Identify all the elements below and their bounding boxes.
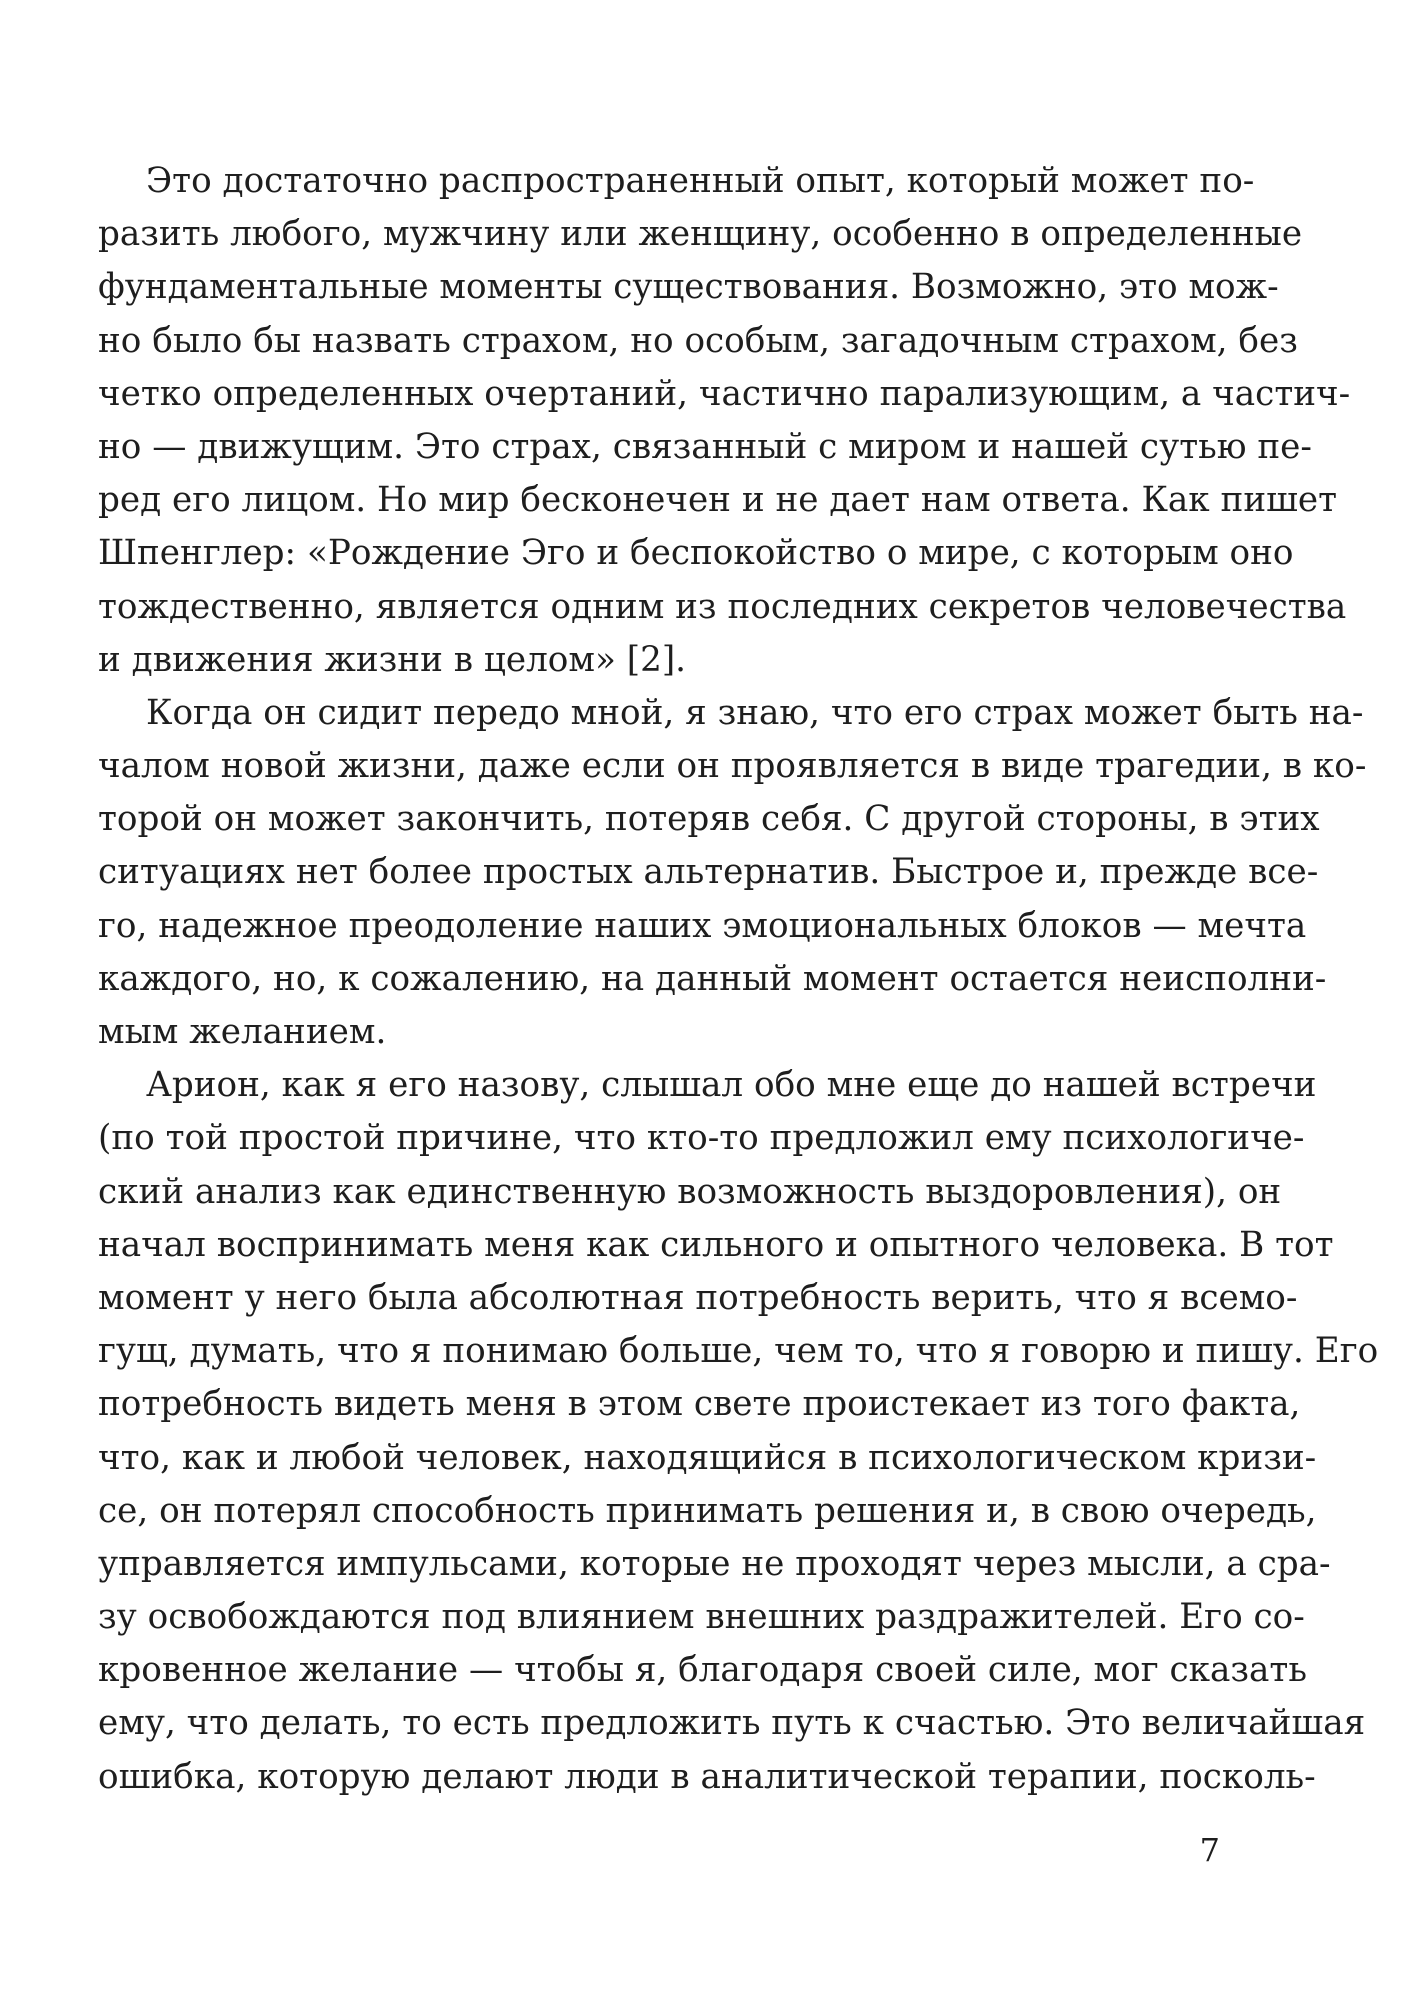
text-line-28: зу освобождаются под влиянием внешних раздражителей. Его со- bbox=[98, 1597, 1305, 1638]
text-line-31: ошибка, которую делают люди в аналитической терапии, посколь- bbox=[98, 1756, 1316, 1797]
text-line-7: ред его лицом. Но мир бесконечен и не дает нам ответа. Как пишет bbox=[98, 480, 1338, 521]
text-line-15: го, надежное преодоление наших эмоциональных блоков — мечта bbox=[98, 905, 1307, 946]
text-line-14: ситуациях нет более простых альтернатив. Быстрое и, прежде все- bbox=[98, 852, 1319, 893]
text-line-16: каждого, но, к сожалению, на данный момент остается неисполни- bbox=[98, 958, 1327, 999]
text-line-13: торой он может закончить, потеряв себя. С другой стороны, в этих bbox=[98, 799, 1320, 840]
text-line-27: управляется импульсами, которые не проходят через мысли, а сра- bbox=[98, 1543, 1331, 1584]
page-number: 7 bbox=[1199, 1831, 1220, 1869]
text-line-9: тождественно, является одним из последних секретов человечества bbox=[98, 586, 1347, 627]
text-line-2: разить любого, мужчину или женщину, особенно в определенные bbox=[98, 214, 1303, 255]
text-line-3: фундаментальные моменты существования. Возможно, это мож- bbox=[98, 267, 1279, 308]
text-line-11: Когда он сидит передо мной, я знаю, что его страх может быть на- bbox=[146, 692, 1364, 733]
text-line-29: кровенное желание — чтобы я, благодаря своей силе, мог сказать bbox=[98, 1650, 1307, 1691]
text-line-23: гущ, думать, что я понимаю больше, чем то, что я говорю и пишу. Его bbox=[98, 1331, 1379, 1372]
text-line-24: потребность видеть меня в этом свете проистекает из того факта, bbox=[98, 1384, 1301, 1425]
text-line-25: что, как и любой человек, находящийся в психологическом кризи- bbox=[98, 1437, 1317, 1478]
text-line-17: мым желанием. bbox=[98, 1012, 387, 1052]
body-text bbox=[98, 155, 1379, 1804]
text-line-10: и движения жизни в целом» [2]. bbox=[98, 639, 687, 680]
text-line-6: но — движущим. Это страх, связанный с миром и нашей сутью пе- bbox=[98, 426, 1312, 467]
text-line-19: (по той простой причине, что кто-то предложил ему психологиче- bbox=[98, 1118, 1305, 1159]
text-line-26: се, он потерял способность принимать решения и, в свою очередь, bbox=[98, 1490, 1317, 1531]
text-line-5: четко определенных очертаний, частично парализующим, а частич- bbox=[98, 373, 1351, 414]
text-line-18: Арион, как я его назову, слышал обо мне еще до нашей встречи bbox=[146, 1065, 1317, 1106]
text-line-4: но было бы назвать страхом, но особым, загадочным страхом, без bbox=[98, 320, 1298, 361]
text-line-8: Шпенглер: «Рождение Эго и беспокойство о мире, с которым оно bbox=[98, 533, 1294, 574]
text-line-30: ему, что делать, то есть предложить путь к счастью. Это величайшая bbox=[98, 1703, 1366, 1744]
text-line-20: ский анализ как единственную возможность выздоровления), он bbox=[98, 1171, 1282, 1212]
text-line-22: момент у него была абсолютная потребность верить, что я всемо- bbox=[98, 1277, 1298, 1318]
text-line-12: чалом новой жизни, даже если он проявляется в виде трагедии, в ко- bbox=[98, 746, 1367, 787]
text-line-1: Это достаточно распространенный опыт, который может по- bbox=[146, 161, 1255, 201]
text-line-21: начал воспринимать меня как сильного и опытного человека. В тот bbox=[98, 1224, 1334, 1265]
